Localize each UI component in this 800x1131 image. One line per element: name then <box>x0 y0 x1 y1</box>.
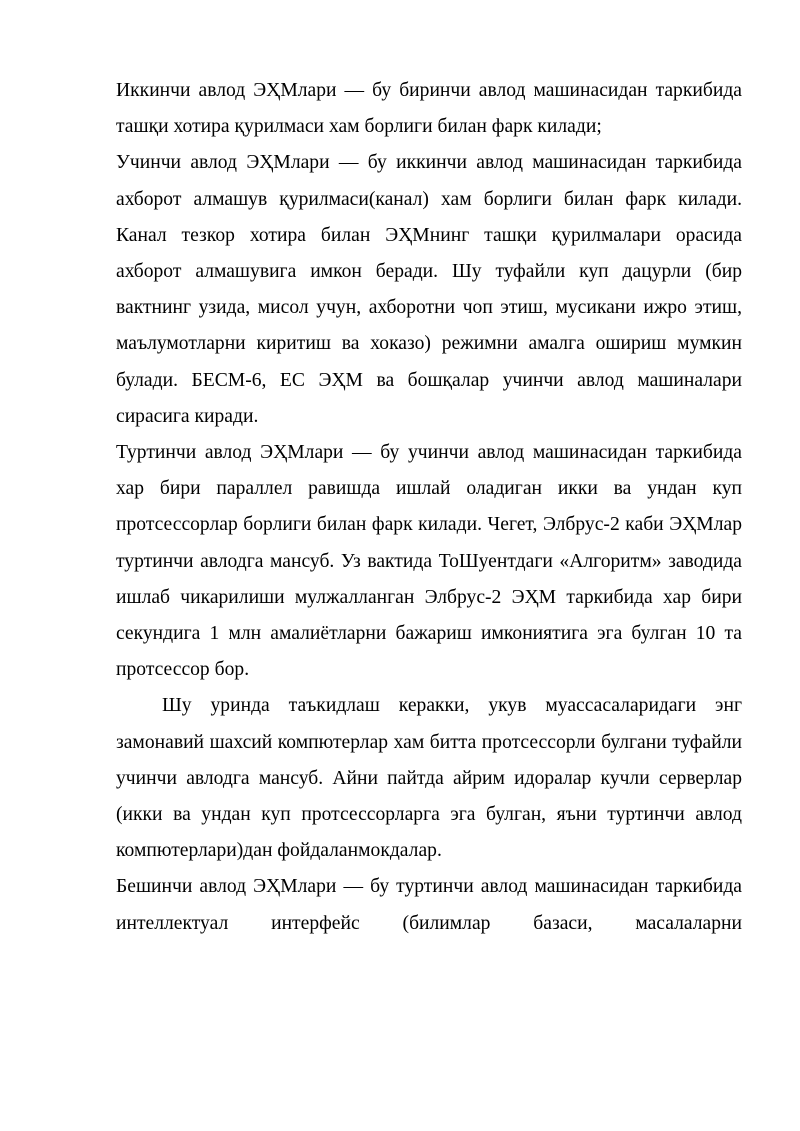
document-body <box>116 73 742 942</box>
paragraph-note: Шу уринда таъкидлаш керакки, укув муассасаларидаги энг замонавий шахсий компютерлар хам битта протсессорли булгани туфайли учинчи авлодга мансуб. Айни пайтда айрим идоралар кучли серверлар (икки ва ундан куп протсессорларга эга булган, яъни туртинчи авлод компютерлари)дан фойдаланмокдалар. <box>116 695 742 862</box>
paragraph-fourth-generation: Туртинчи авлод ЭҲМлари — бу учинчи авлод машинасидан таркибида хар бири параллел равишда ишлай оладиган икки ва ундан куп протсессорлар борлиги билан фарк килади. Чегет, Элбрус-2 каби ЭҲМлар туртинчи авлодга мансуб. Уз вактида ТоШуентдаги «Алгоритм» заводида ишлаб чикарилиши мулжалланган Элбрус-2 ЭҲМ таркибида хар бири секундига 1 млн амалиётларни бажариш имкониятига эга булган 10 та протсессор бор. <box>116 442 742 681</box>
paragraph-fifth-generation: Бешинчи авлод ЭҲМлари — бу туртинчи авлод машинасидан таркибида интеллектуал интерфейс (билимлар базаси, масалаларни <box>116 876 742 934</box>
paragraph-third-generation: Учинчи авлод ЭҲМлари — бу иккинчи авлод машинасидан таркибида ахборот алмашув қурилмаси(канал) хам борлиги билан фарк килади. Канал тезкор хотира билан ЭҲМнинг ташқи қурилмалари орасида ахборот алмашувига имкон беради. Шу туфайли куп дацурли (бир вактнинг узида, мисол учун, ахборотни чоп этиш, мусикани ижро этиш, маълумотларни киритиш ва хоказо) режимни амалга ошириш мумкин булади. БЕСМ-6, ЕС ЭҲМ ва бошқалар учинчи авлод машиналари сирасига киради. <box>116 152 742 427</box>
paragraph-second-generation: Иккинчи авлод ЭҲМлари — бу биринчи авлод машинасидан таркибида ташқи хотира қурилмаси хам борлиги билан фарк килади; <box>116 80 742 138</box>
